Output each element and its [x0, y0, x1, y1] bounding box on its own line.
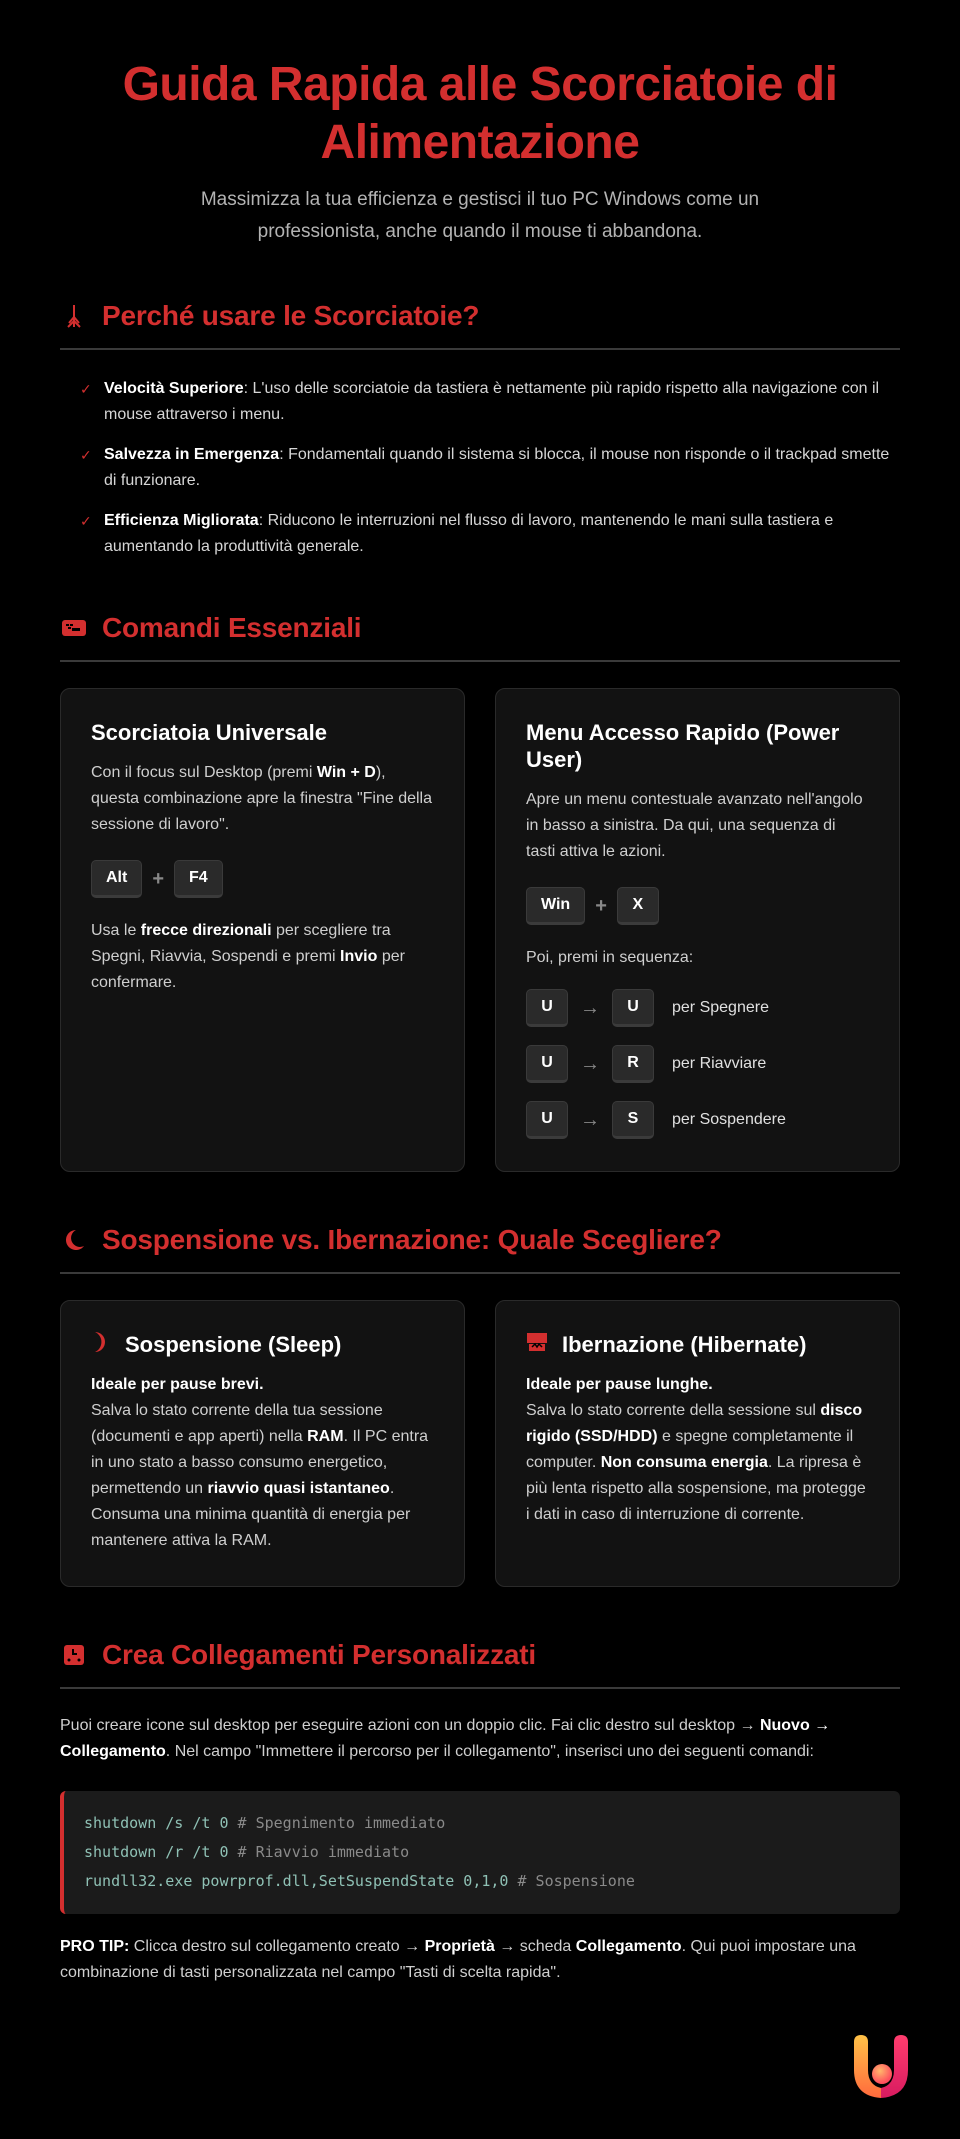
card-text: Con il focus sul Desktop (premi Win + D), questa combinazione apre la finestra "Fine della sessione di lavoro". — [91, 764, 432, 833]
hibernate-icon — [526, 1331, 548, 1358]
key-combo — [526, 887, 869, 925]
key: U — [526, 989, 568, 1027]
arrow-right-icon: → — [580, 996, 600, 1019]
key-f4: F4 — [174, 860, 223, 898]
sequence-label: per Spegnere — [672, 999, 769, 1016]
shortcut-icon — [60, 1641, 88, 1669]
section-sleep-header — [60, 1224, 900, 1274]
card-text: Apre un menu contestuale avanzato nell'angolo in basso a sinistra. Da qui, una sequenza di tasti attiva le azioni. — [526, 791, 863, 860]
section-commands-header — [60, 612, 900, 662]
section-commands-title: Comandi Essenziali — [102, 612, 362, 643]
list-item: ✓ Salvezza in Emergenza: Fondamentali quando il sistema si blocca, il mouse non risponde o il trackpad smette di funzionare. — [80, 442, 900, 494]
key: S — [612, 1101, 654, 1139]
code-block — [60, 1791, 900, 1914]
hibernate-card — [495, 1300, 900, 1587]
key: R — [612, 1045, 654, 1083]
moon-icon — [60, 1226, 88, 1254]
card-title: Menu Accesso Rapido (Power User) — [526, 720, 840, 772]
key-combo — [91, 860, 434, 898]
brand-logo — [846, 2030, 916, 2100]
card-text: Poi, premi in sequenza: — [526, 949, 694, 966]
arrow-right-icon: → — [580, 1108, 600, 1131]
list-item: ✓ Velocità Superiore: L'uso delle scorciatoie da tastiera è nettamente più rapido rispetto alla navigazione con il mouse attraverso i menu. — [80, 376, 900, 428]
key-win: Win — [526, 887, 585, 925]
crescent-moon-icon — [91, 1331, 111, 1358]
arrow-right-icon: → — [580, 1052, 600, 1075]
pro-tip: PRO TIP: Clicca destro sul collegamento creato → Proprietà → scheda Collegamento. Qui puoi impostare una combinazione di tasti personalizzata nel campo "Tasti di scelta rapida". — [60, 1938, 856, 1981]
sequence-label: per Riavviare — [672, 1055, 767, 1072]
section-shortcuts-header — [60, 1639, 900, 1689]
section-sleep-title: Sospensione vs. Ibernazione: Quale Scegliere? — [102, 1224, 722, 1255]
shortcuts-intro: Puoi creare icone sul desktop per eseguire azioni con un doppio clic. Fai clic destro sul desktop → Nuovo → Collegamento. Nel campo "Immettere il percorso per il collegamento", inserisci uno dei seguenti comandi: — [60, 1717, 831, 1760]
sequence-label: per Sospendere — [672, 1111, 786, 1128]
list-item: ✓ Efficienza Migliorata: Riducono le interruzioni nel flusso di lavoro, mantenendo le mani sulla tastiera e aumentando la produttività generale. — [80, 508, 900, 560]
code-line: rundll32.exe powrprof.dll,SetSuspendState 0,1,0 # Sospensione — [84, 1872, 635, 1890]
section-shortcuts-title: Crea Collegamenti Personalizzati — [102, 1639, 536, 1670]
card-title: Ibernazione (Hibernate) — [562, 1332, 807, 1357]
page-title: Guida Rapida alle Scorciatoie di Alimentazione — [122, 58, 838, 169]
key-alt: Alt — [91, 860, 142, 898]
plus-icon: + — [152, 867, 165, 890]
sparkle-arrow-icon — [60, 302, 88, 330]
key-x: X — [617, 887, 659, 925]
universal-shortcut-card — [60, 688, 465, 1172]
key: U — [526, 1045, 568, 1083]
card-text: Ideale per pause brevi. Salva lo stato corrente della tua sessione (documenti e app aperti) nella RAM. Il PC entra in uno stato a basso consumo energetico, permettendo un riavvio quasi istantaneo. Consuma una minima quantità di energia per mantenere attiva la RAM. — [91, 1376, 429, 1549]
power-user-card — [495, 688, 900, 1172]
key: U — [612, 989, 654, 1027]
sequence-row — [526, 1101, 869, 1139]
benefits-list — [60, 376, 900, 560]
sequence-row — [526, 989, 869, 1027]
code-line: shutdown /r /t 0 # Riavvio immediato — [84, 1843, 410, 1861]
card-text: Ideale per pause lunghe. Salva lo stato corrente della sessione sul disco rigido (SSD/HDD) e spegne completamente il computer. Non consuma energia. La ripresa è più lenta rispetto alla sospensione, ma protegge i dati in caso di interruzione di corrente. — [526, 1376, 866, 1523]
check-icon: ✓ — [80, 513, 92, 529]
key: U — [526, 1101, 568, 1139]
code-line: shutdown /s /t 0 # Spegnimento immediato — [84, 1814, 446, 1832]
check-icon: ✓ — [80, 381, 92, 397]
sleep-card — [60, 1300, 465, 1587]
section-why-header — [60, 300, 900, 350]
card-title: Sospensione (Sleep) — [125, 1332, 342, 1357]
plus-icon: + — [595, 894, 607, 917]
card-text: Usa le frecce direzionali per scegliere tra Spegni, Riavvia, Sospendi e premi Invio per confermare. — [91, 922, 405, 991]
check-icon: ✓ — [80, 447, 92, 463]
card-title: Scorciatoia Universale — [91, 720, 328, 745]
section-why-title: Perché usare le Scorciatoie? — [102, 300, 480, 331]
sequence-row — [526, 1045, 869, 1083]
page-subtitle: Massimizza la tua efficienza e gestisci il tuo PC Windows come un professionista, anche quando il mouse ti abbandona. — [200, 189, 760, 242]
keyboard-icon — [60, 614, 88, 642]
